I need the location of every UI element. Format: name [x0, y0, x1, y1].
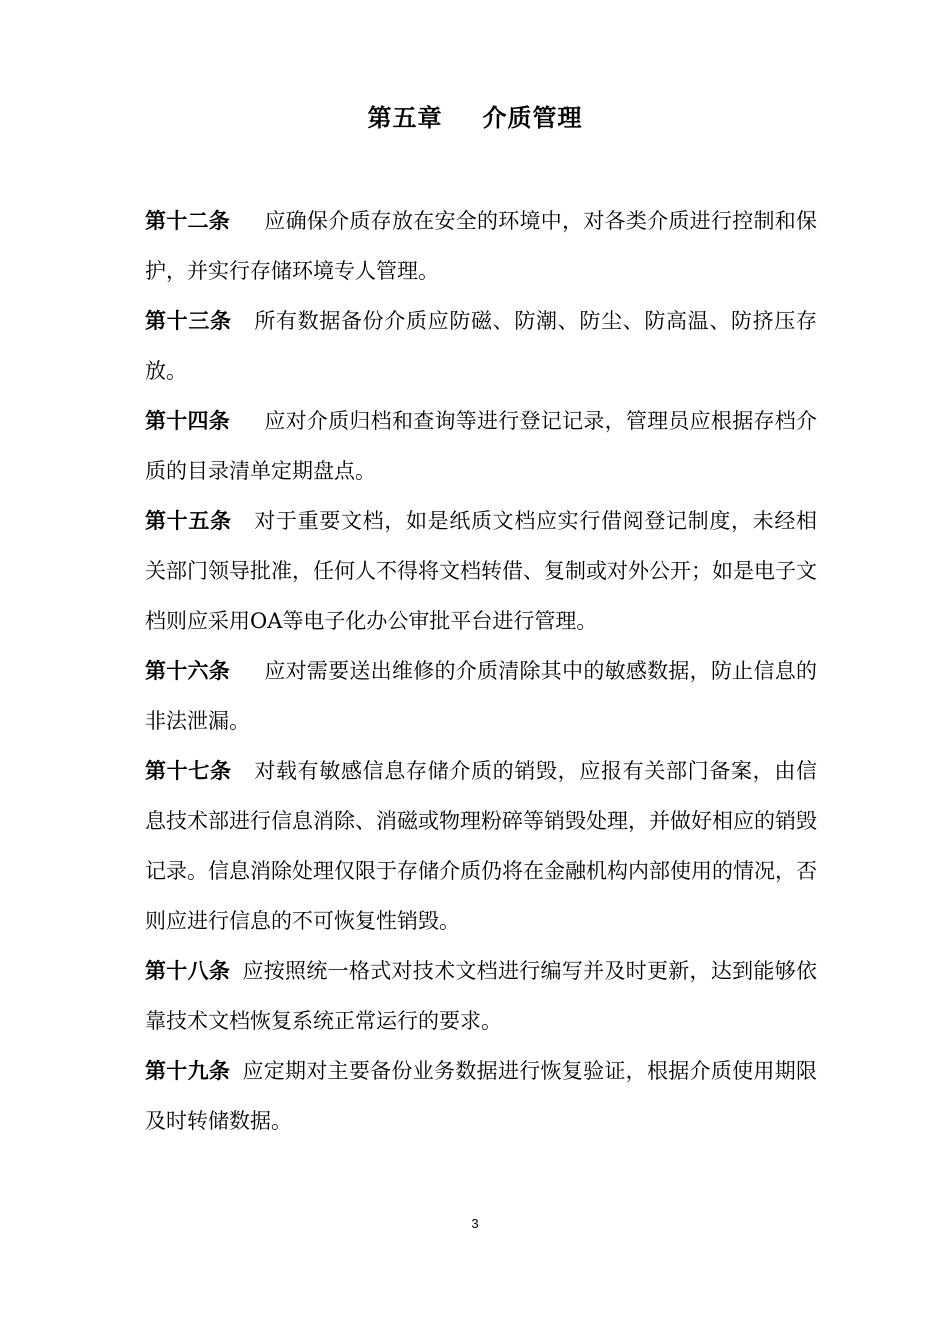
article-12 — [145, 196, 817, 296]
article-text: 应按照统一格式对技术文档进行编写并及时更新，达到能够依靠技术文档恢复系统正常运行的要求。 — [145, 959, 818, 1033]
article-number: 第十六条 — [145, 658, 231, 683]
article-15 — [145, 496, 817, 646]
article-text: 对于重要文档，如是纸质文档应实行借阅登记制度，未经相关部门领导批准，任何人不得将文档转借、复制或对外公开；如是电子文档则应采用OA等电子化办公审批平台进行管理。 — [145, 509, 818, 633]
article-number: 第十三条 — [145, 308, 232, 333]
article-text: 应确保介质存放在安全的环境中，对各类介质进行控制和保护，并实行存储环境专人管理。 — [145, 209, 818, 283]
article-number: 第十九条 — [145, 1058, 231, 1083]
article-19 — [145, 1046, 817, 1146]
article-13 — [145, 296, 817, 396]
article-text: 应对介质归档和查询等进行登记记录，管理员应根据存档介质的目录清单定期盘点。 — [145, 409, 818, 483]
chapter-heading — [0, 98, 950, 138]
article-list — [145, 196, 817, 1146]
article-text: 所有数据备份介质应防磁、防潮、防尘、防高温、防挤压存放。 — [145, 309, 818, 383]
article-number: 第十四条 — [145, 408, 231, 433]
article-number: 第十八条 — [145, 958, 231, 983]
article-text: 对载有敏感信息存储介质的销毁，应报有关部门备案，由信息技术部进行信息消除、消磁或物理粉碎等销毁处理，并做好相应的销毁记录。信息消除处理仅限于存储介质仍将在金融机构内部使用的情况，否则应进行信息的不可恢复性销毁。 — [145, 759, 818, 933]
chapter-title: 介质管理 — [482, 103, 583, 132]
page-number: 3 — [471, 1216, 479, 1231]
article-17 — [145, 746, 817, 946]
article-14 — [145, 396, 817, 496]
article-number: 第十七条 — [145, 758, 232, 783]
chapter-number: 第五章 — [367, 103, 443, 132]
article-18 — [145, 946, 817, 1046]
article-text: 应对需要送出维修的介质清除其中的敏感数据，防止信息的非法泄漏。 — [145, 659, 818, 733]
article-number: 第十五条 — [145, 508, 232, 533]
article-16 — [145, 646, 817, 746]
article-text: 应定期对主要备份业务数据进行恢复验证，根据介质使用期限及时转储数据。 — [145, 1059, 818, 1133]
article-number: 第十二条 — [145, 208, 231, 233]
